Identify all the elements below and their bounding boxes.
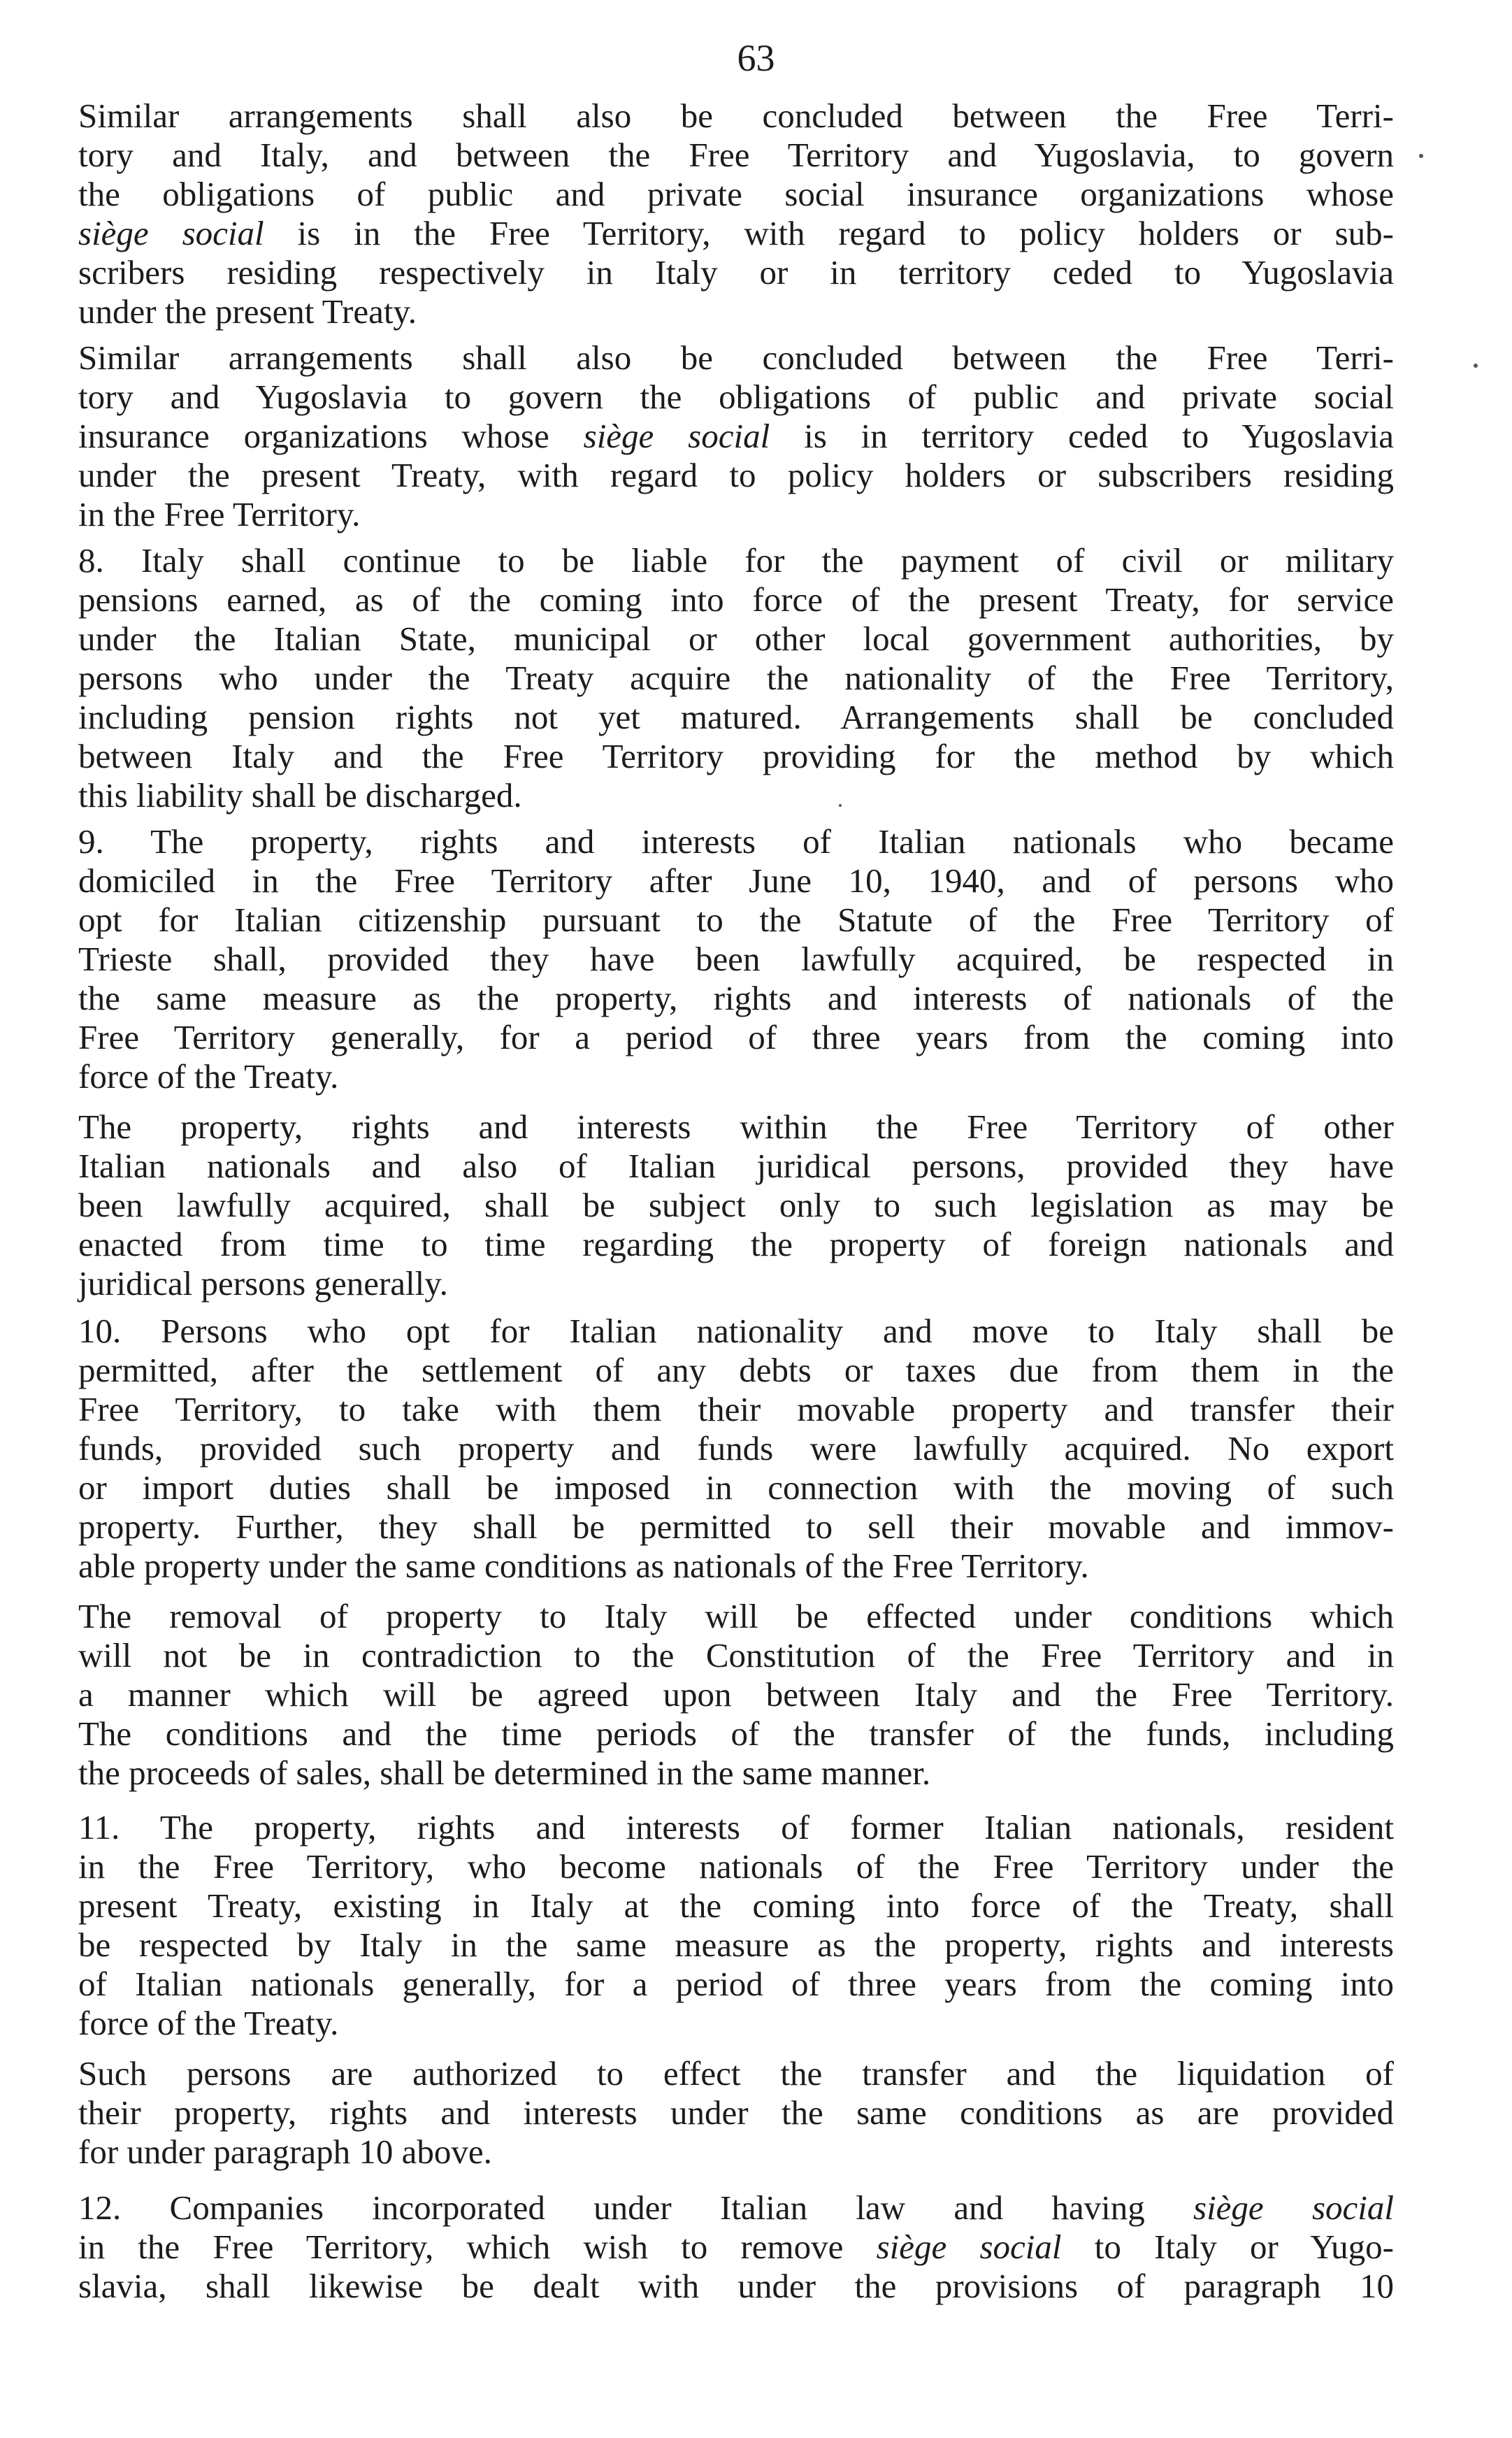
italic-term: siège social <box>583 417 770 455</box>
italic-term: siège social <box>876 2228 1062 2266</box>
ink-speck <box>1474 364 1478 368</box>
text-line: persons who under the Treaty acquire the nationality of the Free Territory, <box>78 659 1394 697</box>
text-line: siège social is in the Free Territory, with regard to policy holders or sub- <box>78 214 1394 252</box>
text-line: 10. Persons who opt for Italian nationality and move to Italy shall be <box>78 1312 1394 1350</box>
text-line: domiciled in the Free Territory after June 10, 1940, and of persons who <box>78 861 1394 900</box>
text-line: able property under the same conditions as nationals of the Free Territory. <box>78 1547 1089 1585</box>
text-line: including pension rights not yet matured. Arrangements shall be concluded <box>78 698 1394 736</box>
paragraph-6 <box>78 1312 1394 1586</box>
text-line: the obligations of public and private social insurance organizations whose <box>78 175 1394 213</box>
paragraph-9 <box>78 2054 1394 2172</box>
text-line: under the present Treaty. <box>78 292 417 331</box>
paragraph-4 <box>78 822 1394 1096</box>
text-line: in the Free Territory. <box>78 495 361 533</box>
text-line: be respected by Italy in the same measure as the property, rights and interests <box>78 1926 1394 1964</box>
text-line: present Treaty, existing in Italy at the coming into force of the Treaty, shall <box>78 1886 1394 1925</box>
page-number: 63 <box>737 37 775 79</box>
text-line: insurance organizations whose siège social is in territory ceded to Yugoslavia <box>78 417 1394 455</box>
paragraph-1 <box>78 96 1394 331</box>
text-line: will not be in contradiction to the Constitution of the Free Territory and in <box>78 1636 1394 1675</box>
document-body <box>78 96 1394 2306</box>
text-line: Trieste shall, provided they have been lawfully acquired, be respected in <box>78 940 1394 978</box>
text-line: their property, rights and interests under the same conditions as are provided <box>78 2093 1394 2132</box>
text-line: permitted, after the settlement of any debts or taxes due from them in the <box>78 1351 1394 1389</box>
text-line: of Italian nationals generally, for a period of three years from the coming into <box>78 1965 1394 2003</box>
paragraph-5 <box>78 1107 1394 1303</box>
text-line: between Italy and the Free Territory providing for the method by which <box>78 737 1394 775</box>
italic-term: siège social <box>1193 2188 1394 2227</box>
text-line: The property, rights and interests within the Free Territory of other <box>78 1107 1394 1146</box>
text-line: a manner which will be agreed upon between Italy and the Free Territory. <box>78 1675 1394 1714</box>
text-line: scribers residing respectively in Italy or in territory ceded to Yugoslavia <box>78 253 1394 292</box>
text-line: funds, provided such property and funds were lawfully acquired. No export <box>78 1429 1394 1468</box>
paragraph-10 <box>78 2188 1394 2306</box>
text-line: pensions earned, as of the coming into force of the present Treaty, for service <box>78 580 1394 619</box>
text-line: tory and Italy, and between the Free Territory and Yugoslavia, to govern <box>78 136 1394 174</box>
paragraph-2 <box>78 338 1394 534</box>
text-line: slavia, shall likewise be dealt with under the provisions of paragraph 10 <box>78 2267 1394 2305</box>
text-line: property. Further, they shall be permitted to sell their movable and immov- <box>78 1507 1394 1546</box>
text-line: in the Free Territory, which wish to remove siège social to Italy or Yugo- <box>78 2228 1394 2266</box>
text-line: Free Territory generally, for a period of three years from the coming into <box>78 1018 1394 1056</box>
text-line: Similar arrangements shall also be concluded between the Free Terri- <box>78 96 1394 135</box>
text-line: juridical persons generally. <box>78 1264 448 1303</box>
paragraph-8 <box>78 1808 1394 2043</box>
text-line: in the Free Territory, who become nationals of the Free Territory under the <box>78 1847 1394 1886</box>
text-line: opt for Italian citizenship pursuant to the Statute of the Free Territory of <box>78 901 1394 939</box>
ink-speck <box>1419 154 1423 158</box>
text-line: force of the Treaty. <box>78 1057 339 1096</box>
text-line: under the present Treaty, with regard to policy holders or subscribers residing <box>78 456 1394 494</box>
paragraph-3 <box>78 541 1394 815</box>
text-line: or import duties shall be imposed in connection with the moving of such <box>78 1468 1394 1507</box>
text-line: Similar arrangements shall also be concluded between the Free Terri- <box>78 338 1394 377</box>
paragraph-7 <box>78 1597 1394 1793</box>
text-line: The removal of property to Italy will be effected under conditions which <box>78 1597 1394 1635</box>
text-line: Free Territory, to take with them their movable property and transfer their <box>78 1390 1394 1428</box>
text-line: this liability shall be discharged. <box>78 776 522 815</box>
text-line: 8. Italy shall continue to be liable for the payment of civil or military <box>78 541 1394 580</box>
text-line: enacted from time to time regarding the property of foreign nationals and <box>78 1225 1394 1263</box>
text-line: tory and Yugoslavia to govern the obligations of public and private social <box>78 378 1394 416</box>
text-line: 9. The property, rights and interests of Italian nationals who became <box>78 822 1394 861</box>
text-line: 12. Companies incorporated under Italian law and having siège social <box>78 2188 1394 2227</box>
text-line: Such persons are authorized to effect the transfer and the liquidation of <box>78 2054 1394 2093</box>
text-line: for under paragraph 10 above. <box>78 2132 492 2171</box>
text-line: The conditions and the time periods of the transfer of the funds, including <box>78 1714 1394 1753</box>
text-line: force of the Treaty. <box>78 2004 339 2042</box>
text-line: under the Italian State, municipal or other local government authorities, by <box>78 619 1394 658</box>
text-line: Italian nationals and also of Italian juridical persons, provided they have <box>78 1147 1394 1185</box>
text-line: the proceeds of sales, shall be determined in the same manner. <box>78 1754 931 1792</box>
italic-term: siège social <box>78 214 264 252</box>
text-line: the same measure as the property, rights and interests of nationals of the <box>78 979 1394 1017</box>
text-line: 11. The property, rights and interests of former Italian nationals, resident <box>78 1808 1394 1847</box>
text-line: been lawfully acquired, shall be subject only to such legislation as may be <box>78 1186 1394 1224</box>
ink-speck <box>839 804 842 807</box>
